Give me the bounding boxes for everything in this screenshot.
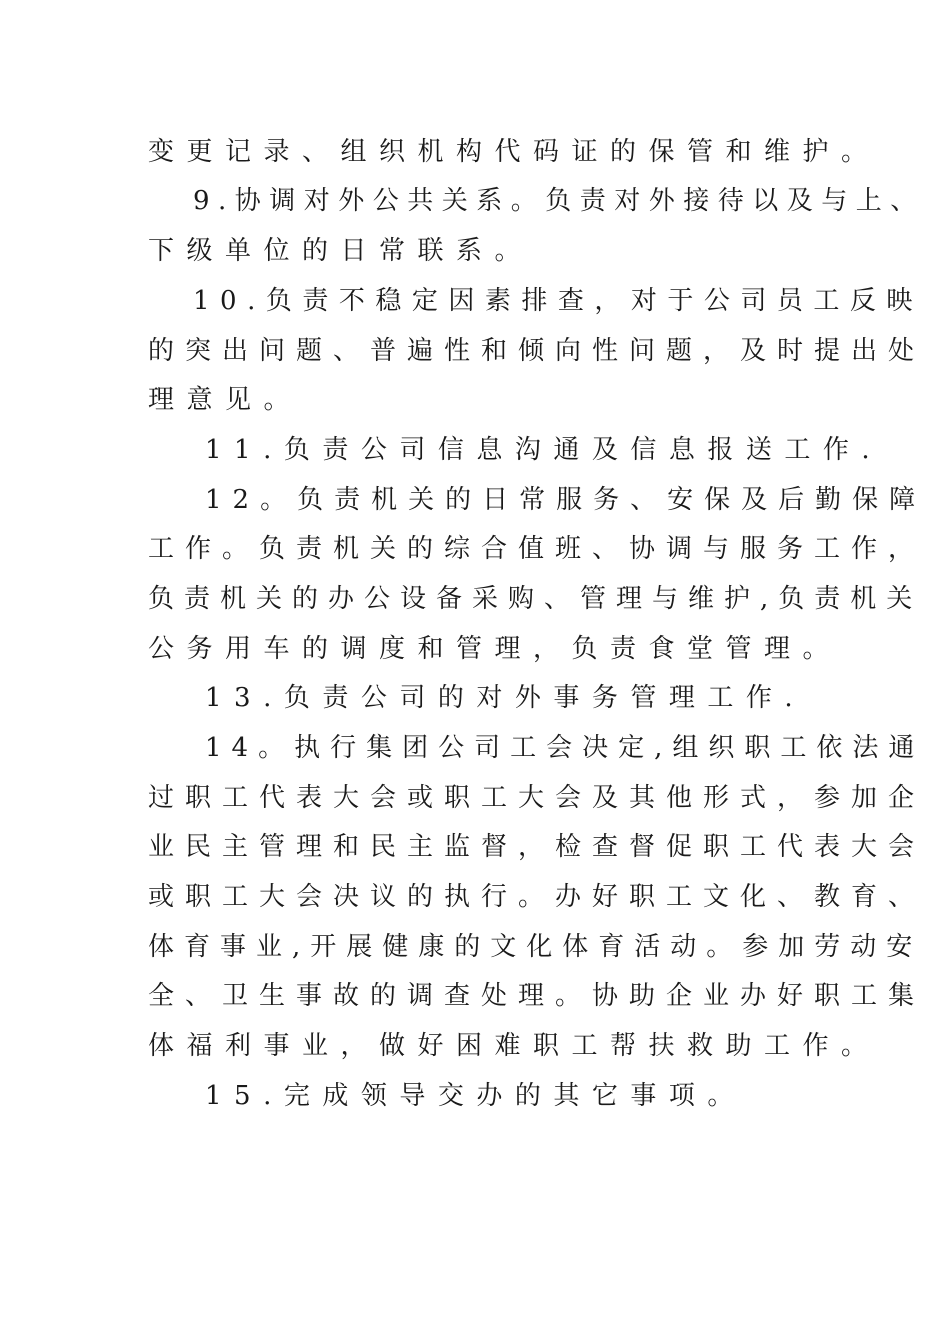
- text-line: 理意见。: [148, 385, 303, 415]
- text-line: 10.负责不稳定因素排查，对于公司员工反映: [193, 286, 923, 316]
- text-line: 14。执行集团公司工会决定,组织职工依法通: [205, 733, 925, 763]
- text-line: 负责机关的办公设备采购、管理与维护,负责机关: [148, 584, 923, 614]
- text-line: 公务用车的调度和管理，负责食堂管理。: [148, 634, 842, 664]
- text-line: 的突出问题、普遍性和倾向性问题，及时提出处: [148, 336, 926, 366]
- text-line: 13.负责公司的对外事务管理工作.: [205, 683, 806, 713]
- text-line: 过职工代表大会或职工大会及其他形式，参加企: [148, 783, 926, 813]
- text-line: 工作。负责机关的综合值班、协调与服务工作，: [148, 534, 926, 564]
- text-line: 体育事业,开展健康的文化体育活动。参加劳动安: [148, 932, 923, 962]
- text-line: 15.完成领导交办的其它事项。: [205, 1081, 746, 1111]
- text-line: 业民主管理和民主监督，检查督促职工代表大会: [148, 832, 926, 862]
- text-line: 变更记录、组织机构代码证的保管和维护。: [148, 137, 880, 167]
- text-line: 全、卫生事故的调查处理。协助企业办好职工集: [148, 981, 926, 1011]
- text-line: 或职工大会决议的执行。办好职工文化、教育、: [148, 882, 926, 912]
- text-line: 体福利事业，做好困难职工帮扶救助工作。: [148, 1031, 880, 1061]
- text-line: 12。负责机关的日常服务、安保及后勤保障: [205, 485, 927, 515]
- text-line: 9.协调对外公共关系。负责对外接待以及与上、: [193, 186, 925, 216]
- text-line: 11.负责公司信息沟通及信息报送工作.: [205, 435, 883, 465]
- text-line: 下级单位的日常联系。: [148, 236, 534, 266]
